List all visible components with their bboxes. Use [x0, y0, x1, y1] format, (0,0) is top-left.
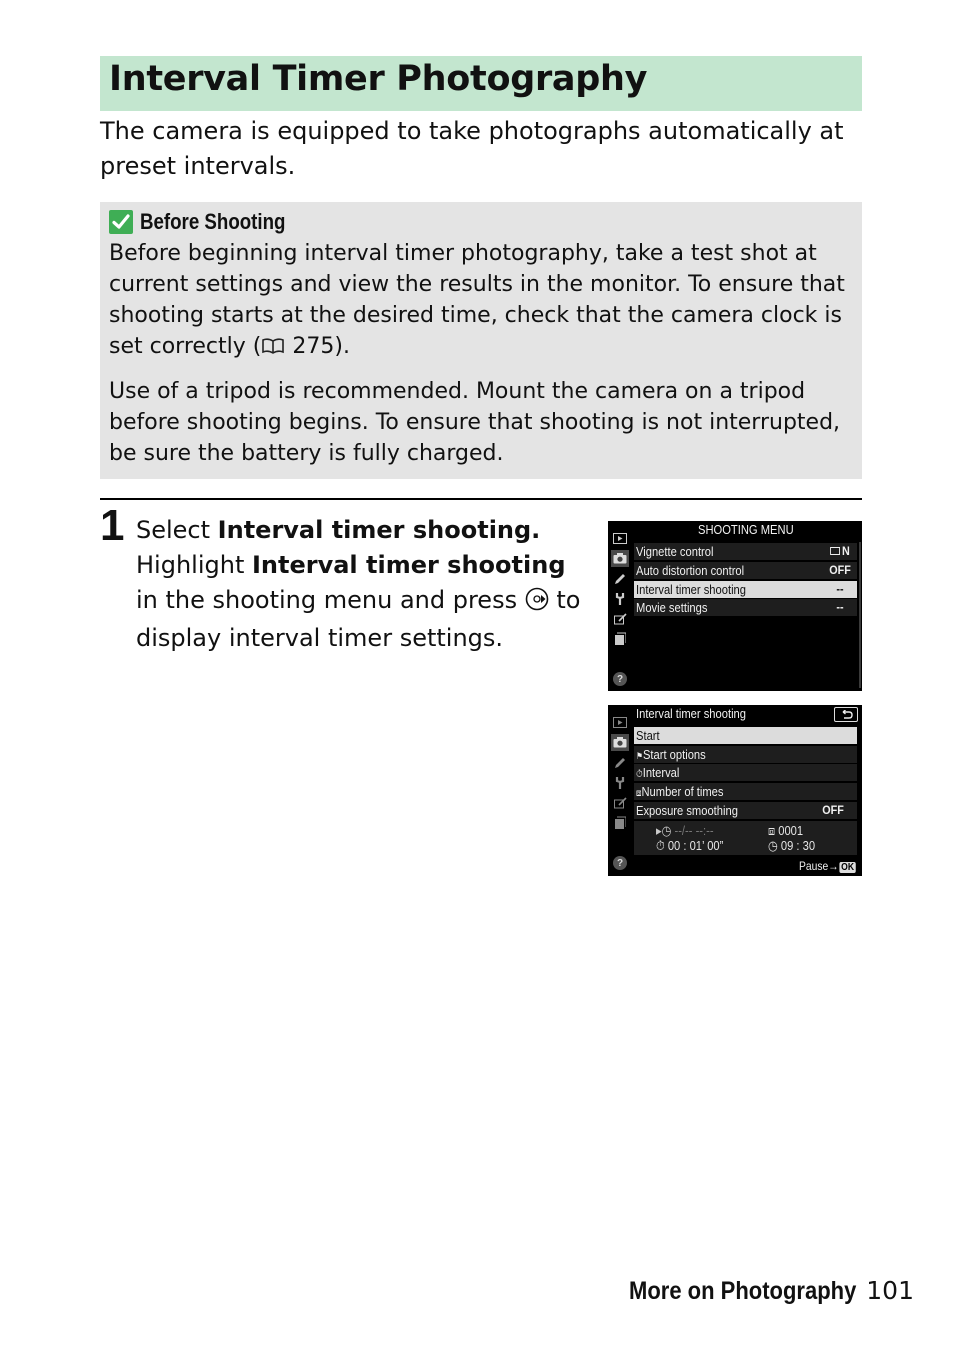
pause-hint: [799, 859, 856, 873]
status-panel: [634, 821, 857, 855]
count-value: 0001: [778, 823, 804, 838]
start-icon: ▸◷: [656, 823, 675, 838]
page-footer: [598, 1276, 914, 1306]
row-number-of-times[interactable]: [634, 783, 857, 800]
step-body: [136, 548, 586, 656]
wrench-tab-icon[interactable]: [611, 590, 629, 607]
camera-tab-icon[interactable]: [611, 734, 629, 751]
menu-row-interval-timer[interactable]: [634, 581, 857, 598]
row-exposure-smoothing[interactable]: [634, 802, 857, 819]
step-lead-text: Select: [136, 516, 218, 544]
row-label: [636, 764, 679, 781]
frame-icon: [830, 547, 840, 555]
menu-tabs: [608, 521, 632, 691]
multi-selector-right-icon: [525, 586, 549, 621]
interval-timer-screen: [608, 705, 862, 876]
row-start[interactable]: [634, 727, 857, 744]
menu-tabs: [608, 705, 632, 876]
retouch-tab-icon[interactable]: [611, 794, 629, 811]
check-icon: [109, 210, 133, 234]
menu-row-label: Vignette control: [636, 544, 714, 559]
step-body-2: in the shooting menu and press: [136, 586, 525, 614]
menu-row-label: Auto distortion control: [636, 563, 745, 578]
menu-row-vignette[interactable]: [634, 543, 857, 560]
shooting-menu-screen: [608, 521, 862, 691]
timer-icon: ⏱: [656, 838, 668, 853]
start-options-icon: ⚑: [636, 751, 643, 761]
note-p1-end: ).: [334, 334, 350, 359]
intro-paragraph: The camera is equipped to take photographs automatically at preset intervals.: [100, 117, 844, 180]
camera-tab-icon[interactable]: [611, 550, 629, 567]
note-p1-text: Before beginning interval timer photography, take a test shot at current settings and view the results in the monitor. To ensure that shooting starts at the desired time, check that the camera clock is set correctly (: [109, 241, 845, 359]
menu-row-value: --: [836, 582, 844, 596]
book-icon: [261, 333, 285, 364]
row-label-text: Number of times: [641, 784, 724, 799]
my-menu-tab-icon[interactable]: [611, 814, 629, 831]
step-body-bold: Interval timer shooting: [251, 551, 566, 579]
step-instructions: [136, 513, 586, 656]
clock-value: 09 : 30: [780, 838, 816, 853]
menu-scrollbar[interactable]: [859, 542, 861, 688]
note-paragraph-2: Use of a tripod is recommended. Mount the camera on a tripod before shooting begins. To ensure that shooting is not interrupted, be sure the battery is fully charged.: [109, 379, 841, 466]
screen2-title: Interval timer shooting: [636, 706, 746, 721]
page-reference-link[interactable]: 275: [292, 334, 335, 359]
row-label: [636, 746, 706, 763]
playback-tab-icon[interactable]: [611, 530, 629, 547]
pencil-tab-icon[interactable]: [611, 570, 629, 587]
divider-rule: [100, 498, 862, 500]
wrench-tab-icon[interactable]: [611, 774, 629, 791]
row-label: Exposure smoothing: [636, 803, 738, 818]
row-label-text: Start options: [642, 747, 706, 762]
playback-tab-icon[interactable]: [611, 714, 629, 731]
note-heading: [109, 208, 311, 236]
row-value: OFF: [822, 803, 844, 817]
title-bar: [100, 56, 862, 111]
footer-section-title: More on Photography: [628, 1277, 857, 1305]
pause-label: Pause→: [799, 859, 839, 873]
frames-icon: ⧈: [768, 823, 779, 838]
menu-row-value: --: [836, 600, 844, 614]
page-number: 101: [866, 1276, 914, 1305]
screen1-title: SHOOTING MENU: [698, 522, 794, 537]
help-icon[interactable]: ?: [613, 856, 627, 870]
step-body-1: Highlight: [136, 551, 252, 579]
menu-row-auto-distortion[interactable]: [634, 562, 857, 579]
frames-icon: ⧈: [636, 788, 642, 799]
note-paragraph-1: [109, 238, 857, 364]
start-time-readout: [656, 823, 714, 839]
interval-readout: [656, 838, 723, 854]
step-number: 1: [100, 501, 125, 550]
step-body-3: to display interval timer settings.: [136, 586, 581, 652]
back-icon[interactable]: [834, 707, 858, 722]
menu-row-label: Interval timer shooting: [636, 582, 746, 597]
timer-icon: ⏱: [636, 769, 643, 780]
vignette-value: N: [841, 544, 850, 558]
page-title: Interval Timer Photography: [109, 59, 648, 99]
menu-row-value: [827, 543, 852, 560]
row-start-options[interactable]: [634, 746, 857, 763]
menu-row-movie-settings[interactable]: [634, 599, 857, 616]
clock-readout: [768, 838, 815, 854]
start-time-value: --/-- --:--: [674, 823, 714, 838]
row-label-text: Interval: [642, 765, 680, 780]
ok-button-icon: OK: [841, 862, 855, 873]
row-label: Start: [636, 728, 660, 743]
row-interval[interactable]: [634, 764, 857, 781]
interval-value: 00 : 01’ 00”: [667, 838, 724, 853]
pencil-tab-icon[interactable]: [611, 754, 629, 771]
note-title: Before Shooting: [140, 209, 286, 234]
retouch-tab-icon[interactable]: [611, 610, 629, 627]
menu-row-value: OFF: [829, 563, 851, 577]
help-icon[interactable]: ?: [613, 672, 627, 686]
clock-icon: ◷: [768, 838, 781, 853]
before-shooting-note: [100, 202, 862, 479]
count-readout: [768, 823, 803, 839]
menu-row-label: Movie settings: [636, 600, 708, 615]
step-lead-bold: Interval timer shooting.: [217, 516, 541, 544]
my-menu-tab-icon[interactable]: [611, 630, 629, 647]
step-lead: [136, 513, 586, 548]
row-label: [636, 783, 724, 800]
